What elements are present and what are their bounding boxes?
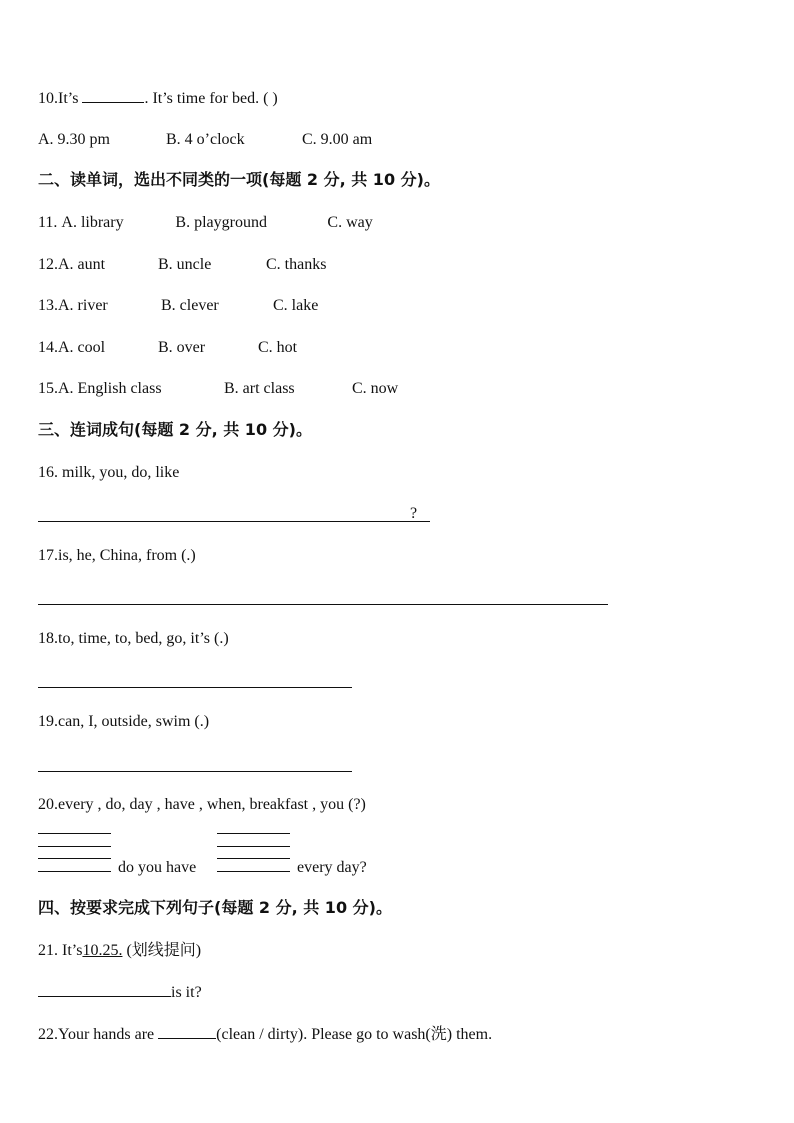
option-b: B. over [158, 339, 206, 356]
question-21-underlined-time: 10.25. [82, 942, 123, 959]
question-16: 16. milk, you, do, like [38, 464, 180, 481]
section-3-heading: 三、连词成句(每题 2 分, 共 10 分)。 [38, 420, 312, 439]
question-15-number: 15. [38, 380, 58, 397]
option-c: C. lake [273, 297, 319, 314]
question-14 [38, 338, 297, 358]
option-b: B. 4 o’clock [166, 131, 245, 148]
question-22-suffix: (clean / dirty). Please go to wash(洗) them. [216, 1026, 493, 1043]
question-22-prefix: 22.Your hands are [38, 1026, 155, 1043]
question-11 [38, 213, 373, 233]
question-16-end-mark: ? [410, 505, 418, 522]
option-b: B. art class [224, 380, 295, 397]
question-13 [38, 296, 318, 316]
option-a: A. aunt [58, 256, 106, 273]
question-21 [38, 941, 201, 961]
option-c: C. way [327, 214, 373, 231]
question-10-suffix: . It’s time for bed. ( ) [144, 90, 278, 107]
option-c: C. now [352, 380, 399, 397]
option-b: B. uncle [158, 256, 212, 273]
answer-blank-21[interactable] [38, 982, 171, 997]
question-13-number: 13. [38, 297, 58, 314]
question-10-blank[interactable] [82, 88, 144, 103]
option-a: A. English class [58, 380, 162, 397]
section-2-heading: 二、读单词，选出不同类的一项(每题 2 分, 共 10 分)。 [38, 170, 440, 189]
question-10 [38, 88, 278, 109]
option-a: A. river [58, 297, 108, 314]
question-10-options [38, 130, 372, 150]
question-20-mid-text: do you have [118, 859, 197, 876]
question-11-number: 11. [38, 214, 58, 231]
question-20: 20.every , do, day , have , when, breakfast , you (?) [38, 796, 366, 813]
option-b: B. clever [161, 297, 219, 314]
answer-line-18[interactable] [38, 687, 352, 688]
question-15 [38, 379, 398, 399]
option-c: C. hot [258, 339, 298, 356]
question-10-prefix: 10.It’s [38, 90, 79, 107]
option-a: A. cool [58, 339, 106, 356]
answer-blank-22[interactable] [158, 1024, 216, 1039]
question-20-end-text: every day? [297, 859, 367, 876]
option-c: C. 9.00 am [302, 131, 373, 148]
question-12 [38, 255, 326, 275]
question-22 [38, 1024, 492, 1045]
answer-line-16[interactable] [38, 521, 430, 522]
option-a: A. library [61, 214, 124, 231]
question-21-note: (划线提问) [126, 942, 202, 959]
answer-line-17[interactable] [38, 604, 608, 605]
option-a: A. 9.30 pm [38, 131, 110, 148]
option-b: B. playground [175, 214, 267, 231]
question-14-number: 14. [38, 339, 58, 356]
question-12-number: 12. [38, 256, 58, 273]
option-c: C. thanks [266, 256, 327, 273]
question-21-answer [38, 982, 202, 1003]
question-19: 19.can, I, outside, swim (.) [38, 713, 210, 730]
question-21-answer-suffix: is it? [171, 984, 202, 1001]
question-17: 17.is, he, China, from (.) [38, 547, 196, 564]
answer-line-19[interactable] [38, 771, 352, 772]
question-21-prefix: 21. It’s [38, 942, 83, 959]
question-18: 18.to, time, to, bed, go, it’s (.) [38, 630, 229, 647]
section-4-heading: 四、按要求完成下列句子(每题 2 分, 共 10 分)。 [38, 898, 392, 917]
